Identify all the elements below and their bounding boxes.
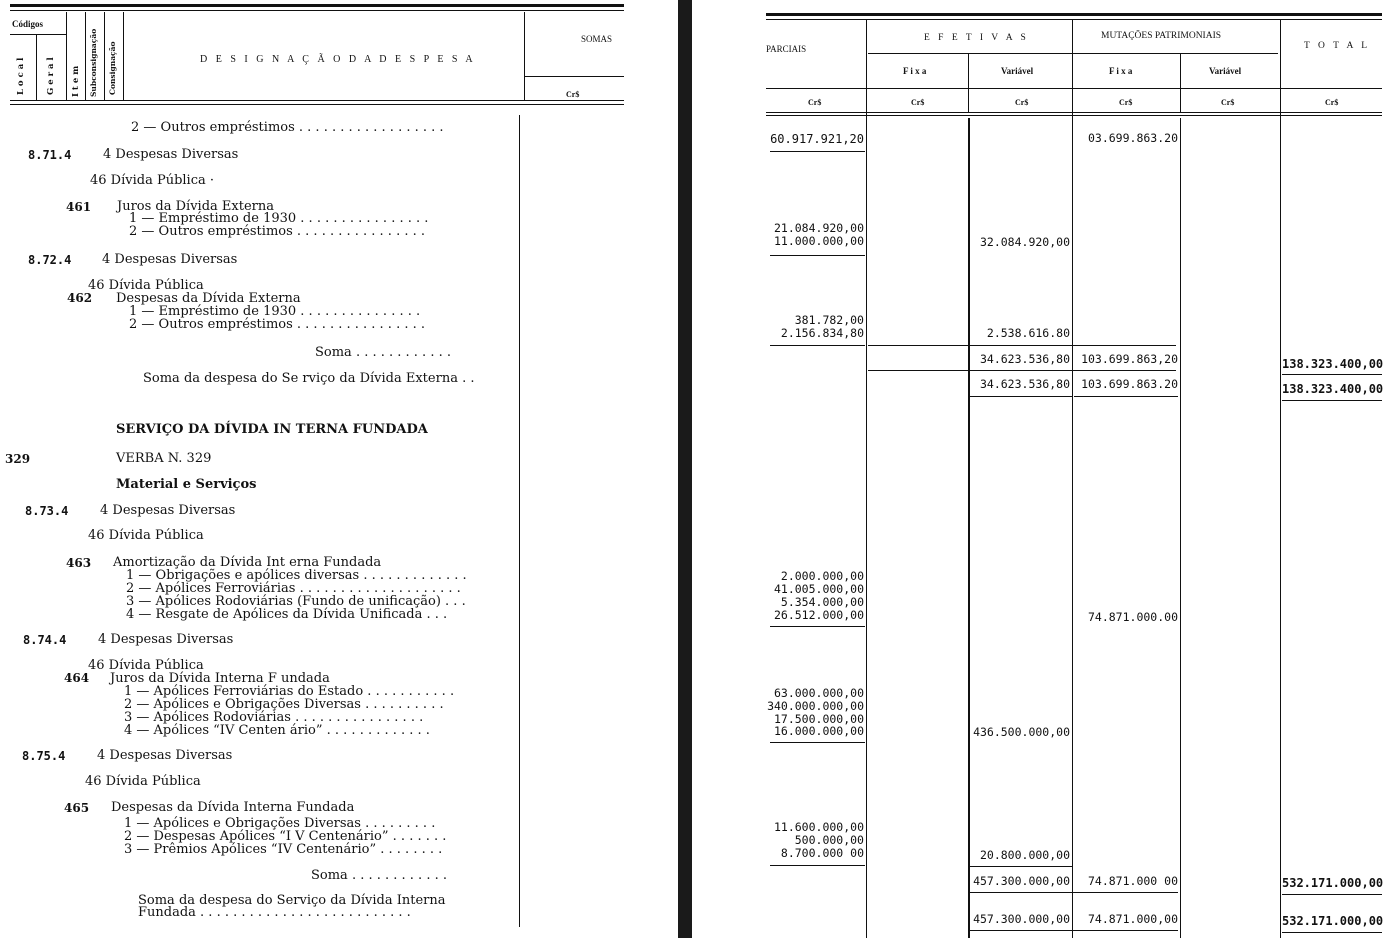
item-label: I t e m <box>71 65 81 97</box>
line-code: 465 <box>64 801 90 815</box>
total-value: 532.171.000,00 <box>1282 914 1384 928</box>
line-text: 46 Dívida Pública · <box>90 173 215 188</box>
somas-currency: Cr$ <box>566 90 580 99</box>
parcial-value: 21.084.920,00 <box>773 221 864 235</box>
mutacao-fixa-value: 03.699.863.20 <box>1087 131 1178 145</box>
line-code: 8.72.4 <box>28 253 72 267</box>
header-bottom-rule-2 <box>10 104 624 105</box>
line-text: 4 — Resgate de Apólices da Dívida Unificada . . . <box>126 607 448 622</box>
subtotal-rule <box>770 865 865 866</box>
line-text: Soma da despesa do Se rviço da Dívida Externa . . <box>143 371 475 386</box>
line-code: 462 <box>67 291 93 305</box>
line-text: 1 — Empréstimo de 1930 . . . . . . . . . . . . . . . . <box>129 211 429 226</box>
col-divider <box>1072 20 1073 938</box>
subtotal-rule <box>1282 894 1382 895</box>
variavel-value: 32.084.920,00 <box>979 235 1070 249</box>
currency-label: Cr$ <box>1325 98 1339 107</box>
total-rule <box>968 930 1178 931</box>
line-code: 8.71.4 <box>28 148 72 162</box>
line-text: 46 Dívida Pública <box>88 278 204 293</box>
line-text: 46 Dívida Pública <box>88 658 204 673</box>
codigos-label: Códigos <box>12 19 44 29</box>
total-rule <box>1074 396 1178 397</box>
line-text: 3 — Prêmios Apólices “IV Centenário” . . . . . . . . <box>124 842 443 857</box>
geral-label: G e r a l <box>46 57 56 95</box>
line-text: 1 — Obrigações e apólices diversas . . . . . . . . . . . . . <box>126 568 467 583</box>
line-text: 4 Despesas Diversas <box>103 147 239 162</box>
somas-heading: SOMAS <box>581 34 613 44</box>
line-text: Material e Serviços <box>116 477 257 492</box>
total-rule <box>968 396 1072 397</box>
parcial-value: 5.354.000,00 <box>780 595 864 609</box>
parcial-value: 500.000,00 <box>794 833 864 847</box>
local-label: L o c a l <box>16 57 26 95</box>
efetivas-heading: E F E T I V A S <box>924 33 1029 43</box>
variavel-value: 20.800.000,00 <box>979 848 1070 862</box>
consignacao-label: Consignação <box>108 41 117 95</box>
parcial-value: 26.512.000,00 <box>773 608 864 622</box>
line-code: 464 <box>64 671 90 685</box>
parcial-value: 8.700.000 00 <box>780 846 864 860</box>
mutacoes-variavel-heading: Variável <box>1209 66 1242 76</box>
line-text: 1 — Apólices e Obrigações Diversas . . . . . . . . . <box>124 816 436 831</box>
line-text: 3 — Apólices Rodoviárias . . . . . . . . . . . . . . . . <box>124 710 424 725</box>
line-text: 2 — Despesas Apólices “I V Centenário” . . . . . . . <box>124 829 447 844</box>
parcial-value: 11.600.000,00 <box>773 820 864 834</box>
currency-label: Cr$ <box>1015 98 1029 107</box>
line-text: 2 — Apólices Ferroviárias . . . . . . . . . . . . . . . . . . . . <box>126 581 461 596</box>
line-text: 4 Despesas Diversas <box>102 252 238 267</box>
total-rule <box>1282 400 1382 401</box>
somas-column-rule <box>519 115 520 927</box>
parcial-value: 340.000.000,00 <box>767 699 864 713</box>
mutacao-fixa-value: 74.871.000.00 <box>1087 610 1178 624</box>
somas-rule <box>525 76 624 77</box>
line-code: 8.73.4 <box>25 504 69 518</box>
col-divider <box>85 12 86 100</box>
col-divider <box>524 12 525 100</box>
line-text: VERBA N. 329 <box>116 451 212 466</box>
efetivas-variavel-heading: Variável <box>1001 66 1034 76</box>
line-text: 4 Despesas Diversas <box>97 748 233 763</box>
parcial-value: 16.000.000,00 <box>773 724 864 738</box>
mutacao-fixa-value: 74.871.000 00 <box>1087 874 1178 888</box>
subtotal-rule <box>868 345 1176 346</box>
codigos-rule <box>10 34 67 35</box>
col-divider <box>1180 118 1181 938</box>
line-text: Soma . . . . . . . . . . . . <box>315 345 451 360</box>
variavel-value: 457.300.000,00 <box>973 874 1070 888</box>
mutacoes-heading: MUTAÇÕES PATRIMONIAIS <box>1101 31 1222 41</box>
line-text: 2 — Apólices e Obrigações Diversas . . . . . . . . . . <box>124 697 444 712</box>
parcial-value: 11.000.000,00 <box>773 234 864 248</box>
variavel-value: 457.300.000,00 <box>973 912 1070 926</box>
parcial-value: 63.000.000,00 <box>773 686 864 700</box>
line-text: 3 — Apólices Rodoviárias (Fundo de unificação) . . . <box>126 594 466 609</box>
mutacoes-fixa-heading: F i x a <box>1109 66 1133 76</box>
subtotal-rule <box>770 742 865 743</box>
subtotal-rule <box>1282 374 1382 375</box>
parcial-value: 60.917.921,20 <box>770 132 864 146</box>
line-code: 463 <box>66 556 92 570</box>
line-text: 46 Dívida Pública <box>88 528 204 543</box>
subtotal-rule <box>770 255 865 256</box>
parcial-value: 41.005.000,00 <box>773 582 864 596</box>
header-bottom-rule <box>10 100 624 101</box>
col-divider <box>866 20 867 938</box>
col-divider <box>123 12 124 100</box>
line-text: 1 — Apólices Ferroviárias do Estado . . . . . . . . . . . <box>124 684 455 699</box>
header-rule <box>766 88 1382 89</box>
line-text: Juros da Dívida Interna F undada <box>110 671 330 686</box>
subtotal-rule <box>770 345 865 346</box>
line-code: 461 <box>66 200 92 214</box>
currency-label: Cr$ <box>911 98 925 107</box>
top-rule <box>766 13 1382 16</box>
line-text: 4 Despesas Diversas <box>100 503 236 518</box>
parcial-value: 17.500.000,00 <box>773 712 864 726</box>
top-rule <box>10 4 624 7</box>
line-code: 8.75.4 <box>22 749 66 763</box>
section-heading: SERVIÇO DA DÍVIDA IN TERNA FUNDADA <box>116 422 428 437</box>
line-code: 8.74.4 <box>23 633 67 647</box>
total-value: 138.323.400,00 <box>1282 357 1384 371</box>
line-text: Juros da Dívida Externa <box>117 199 274 214</box>
col-divider <box>1180 53 1181 113</box>
line-text: 4 Despesas Diversas <box>98 632 234 647</box>
currency-label: Cr$ <box>1119 98 1133 107</box>
parcial-value: 2.156.834,80 <box>780 326 864 340</box>
col-divider <box>36 35 37 100</box>
subconsignacao-label: Subconsignação <box>89 28 98 97</box>
variavel-value: 34.623.536,80 <box>979 352 1070 366</box>
mutacao-fixa-value: 74.871.000,00 <box>1087 912 1178 926</box>
line-text: Despesas da Dívida Externa <box>116 291 301 306</box>
top-rule-thin <box>10 10 624 11</box>
parciais-heading: PARCIAIS <box>766 44 807 54</box>
line-text: Soma da despesa do Serviço da Dívida Interna <box>138 893 446 908</box>
line-text: 2 — Outros empréstimos . . . . . . . . . . . . . . . . <box>129 224 425 239</box>
binding-gutter <box>678 0 692 938</box>
efetivas-fixa-heading: F i x a <box>903 66 927 76</box>
designacao-heading: D E S I G N A Ç Ã O D A D E S P E S A <box>200 54 476 65</box>
subtotal-rule <box>968 866 1072 867</box>
header-bottom-rule-2 <box>766 115 1382 116</box>
line-text: 1 — Empréstimo de 1930 . . . . . . . . . . . . . . . <box>129 304 421 319</box>
col-divider <box>968 53 969 113</box>
subheader-rule <box>868 53 1278 54</box>
parcial-value: 2.000.000,00 <box>780 569 864 583</box>
subtotal-rule <box>968 892 1178 893</box>
variavel-value: 436.500.000,00 <box>973 725 1070 739</box>
mutacao-fixa-value: 103.699.863.20 <box>1081 377 1178 391</box>
line-code: 329 <box>5 452 31 466</box>
top-rule-thin <box>766 19 1382 20</box>
line-text: 2 — Outros empréstimos . . . . . . . . . . . . . . . . . . <box>131 120 444 135</box>
variavel-value: 2.538.616.80 <box>986 326 1070 340</box>
variavel-value: 34.623.536,80 <box>979 377 1070 391</box>
line-text: 46 Dívida Pública <box>85 774 201 789</box>
total-value: 138.323.400,00 <box>1282 382 1384 396</box>
line-text: Despesas da Dívida Interna Fundada <box>111 800 355 815</box>
line-text: Fundada . . . . . . . . . . . . . . . . . . . . . . . . . . <box>138 905 411 920</box>
total-rule <box>1282 932 1382 933</box>
header-bottom-rule <box>766 112 1382 113</box>
line-text: 2 — Outros empréstimos . . . . . . . . . . . . . . . . <box>129 317 425 332</box>
subtotal-rule <box>868 370 1176 371</box>
currency-label: Cr$ <box>1221 98 1235 107</box>
currency-label: Cr$ <box>808 98 822 107</box>
parcial-value: 381.782,00 <box>794 313 864 327</box>
line-text: Soma . . . . . . . . . . . . <box>311 868 447 883</box>
col-divider <box>1280 20 1281 938</box>
total-value: 532.171.000,00 <box>1282 876 1384 890</box>
mutacao-fixa-value: 103.699.863,20 <box>1081 352 1178 366</box>
line-text: 4 — Apólices “IV Centen ário” . . . . . . . . . . . . . <box>124 723 430 738</box>
subtotal-rule <box>770 626 865 627</box>
total-heading: T O T A L <box>1304 41 1371 51</box>
subtotal-rule <box>770 151 865 152</box>
col-divider <box>66 12 67 100</box>
col-divider <box>104 12 105 100</box>
line-text: Amortização da Dívida Int erna Fundada <box>113 555 382 570</box>
